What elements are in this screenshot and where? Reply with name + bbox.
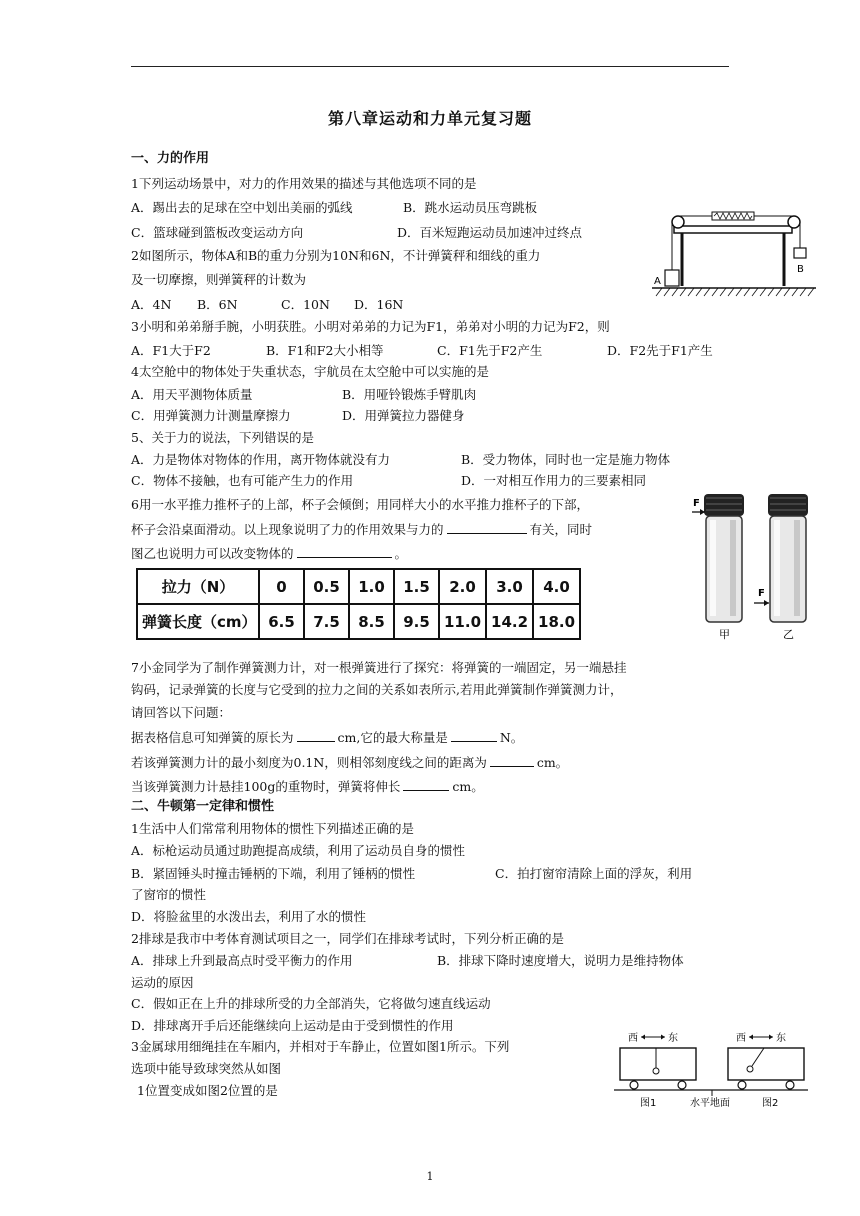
- option: A．4N: [131, 297, 172, 312]
- question-stem: 3金属球用细绳挂在车厢内，并相对于车静止，位置如图1所示。下列: [131, 1039, 510, 1054]
- pulley-spring-figure: [648, 210, 818, 298]
- question-stem: 请回答以下问题：: [131, 705, 232, 720]
- table-cell: 18.0: [533, 604, 580, 639]
- stem-text: 图乙也说明力可以改变物体的: [131, 546, 294, 561]
- question-stem: 及一切摩擦，则弹簧秤的计数为: [131, 272, 307, 287]
- option: C．篮球碰到篮板改变运动方向: [131, 225, 304, 240]
- option: B．用哑铃锻炼手臂肌肉: [342, 387, 477, 402]
- stem-text: 。: [394, 546, 408, 561]
- option-line: [131, 408, 465, 424]
- table-cell: 0: [259, 569, 304, 604]
- option-line: D．排球离开手后还能继续向上运动是由于受到惯性的作用: [131, 1018, 454, 1033]
- table-cell: 14.2: [486, 604, 533, 639]
- caption-left: 甲: [719, 628, 730, 641]
- option: B．排球下降时速度增大，说明力是维持物体: [437, 953, 684, 968]
- option-line: [131, 473, 646, 489]
- option: D．用弹簧拉力器健身: [342, 408, 465, 423]
- option: D．F2先于F1产生: [607, 343, 713, 358]
- cup-push-figure: [690, 490, 818, 642]
- table-cell: 6.5: [259, 604, 304, 639]
- answer-blank[interactable]: [451, 729, 497, 742]
- question-stem: 7小金同学为了制作弹簧测力计，对一根弹簧进行了探究：将弹簧的一端固定，另一端悬挂: [131, 660, 627, 675]
- option: D．16N: [354, 297, 404, 312]
- label-b: B: [797, 264, 804, 275]
- table-cell: 8.5: [349, 604, 394, 639]
- stem-text: N。: [499, 730, 524, 745]
- question-stem: 1生活中人们常常利用物体的惯性下列描述正确的是: [131, 821, 414, 836]
- question-stem: 5、关于力的说法，下列错误的是: [131, 430, 314, 445]
- option-line: [131, 387, 476, 403]
- question-stem: 选项中能导致球突然从如图: [131, 1061, 282, 1076]
- question-stem: 钩码，记录弹簧的长度与它受到的拉力之间的关系如表所示,若用此弹簧制作弹簧测力计，: [131, 682, 623, 697]
- table-cell: 0.5: [304, 569, 349, 604]
- option-line: C．假如正在上升的排球所受的力全部消失，它将做匀速直线运动: [131, 996, 491, 1011]
- answer-blank[interactable]: [490, 754, 534, 767]
- question-stem: [131, 778, 484, 795]
- caption-right: 乙: [783, 628, 794, 641]
- option-line: [131, 953, 684, 969]
- cart-ball-figure: [612, 1028, 808, 1110]
- table-row: [137, 569, 580, 604]
- page-number: 1: [426, 1170, 434, 1183]
- question-stem: 2排球是我市中考体育测试项目之一，同学们在排球考试时，下列分析正确的是: [131, 931, 564, 946]
- question-stem: 4太空舱中的物体处于失重状态，宇航员在太空舱中可以实施的是: [131, 364, 489, 379]
- question-stem: [131, 545, 407, 562]
- caption-ground: 水平地面: [690, 1098, 730, 1109]
- option: A．排球上升到最高点时受平衡力的作用: [131, 953, 353, 968]
- option: A．用天平测物体质量: [131, 387, 253, 402]
- answer-blank[interactable]: [403, 778, 449, 791]
- option: C．10N: [281, 297, 330, 312]
- option: B．6N: [197, 297, 238, 312]
- answer-blank[interactable]: [297, 545, 392, 558]
- section-heading: 一、力的作用: [131, 151, 210, 166]
- option: B．F1和F2大小相等: [266, 343, 384, 358]
- table-row: [137, 604, 580, 639]
- option-line: D．将脸盆里的水泼出去，利用了水的惯性: [131, 909, 367, 924]
- option-line: 了窗帘的惯性: [131, 887, 207, 902]
- force-label-top: F: [693, 498, 700, 509]
- stem-text: cm,它的最大称量是: [337, 730, 448, 745]
- stem-text: cm。: [536, 755, 569, 770]
- stem-text: 有关，同时: [529, 522, 593, 537]
- option: A．F1大于F2: [131, 343, 211, 358]
- dir-west: 西: [736, 1033, 746, 1044]
- answer-blank[interactable]: [297, 729, 335, 742]
- table-cell: 11.0: [439, 604, 486, 639]
- option-line: [131, 297, 403, 313]
- option: D．一对相互作用力的三要素相同: [461, 473, 647, 488]
- option-line: [131, 225, 582, 241]
- option: D．百米短跑运动员加速冲过终点: [397, 225, 583, 240]
- table-cell: 1.0: [349, 569, 394, 604]
- stem-text: 若该弹簧测力计的最小刻度为0.1N，则相邻刻度线之间的距离为: [131, 755, 487, 770]
- option-line: A．标枪运动员通过助跑提高成绩，利用了运动员自身的惯性: [131, 843, 466, 858]
- option: C．拍打窗帘清除上面的浮灰，利用: [495, 866, 693, 881]
- question-stem: 6用一水平推力推杯子的上部，杯子会倾倒；用同样大小的水平推力推杯子的下部，: [131, 497, 589, 512]
- question-stem: 3小明和弟弟掰手腕，小明获胜。小明对弟弟的力记为F1，弟弟对小明的力记为F2，则: [131, 319, 610, 334]
- question-stem: [131, 521, 592, 538]
- option-line: [131, 452, 670, 468]
- force-label-bottom: F: [758, 588, 765, 599]
- option-line: 运动的原因: [131, 975, 194, 990]
- stem-text: 当该弹簧测力计悬挂100g的重物时，弹簧将伸长: [131, 779, 401, 794]
- option: B．跳水运动员压弯跳板: [403, 200, 538, 215]
- table-cell: 2.0: [439, 569, 486, 604]
- spring-data-table: [136, 568, 581, 640]
- dir-east: 东: [776, 1033, 786, 1044]
- label-a: A: [654, 276, 661, 287]
- option-line: [131, 866, 692, 882]
- question-stem: [131, 729, 523, 746]
- section-heading: 二、牛顿第一定律和惯性: [131, 799, 275, 814]
- option: C．F1先于F2产生: [437, 343, 543, 358]
- option: B．紧固锤头时撞击锤柄的下端，利用了锤柄的惯性: [131, 866, 416, 881]
- page-title: 第八章运动和力单元复习题: [327, 109, 532, 128]
- option-line: [131, 343, 713, 359]
- option: C．物体不接触，也有可能产生力的作用: [131, 473, 354, 488]
- stem-text: 据表格信息可知弹簧的原长为: [131, 730, 294, 745]
- question-stem: 1下列运动场景中，对力的作用效果的描述与其他选项不同的是: [131, 176, 477, 191]
- option-line: [131, 200, 537, 216]
- table-cell: 3.0: [486, 569, 533, 604]
- option: A．踢出去的足球在空中划出美丽的弧线: [131, 200, 353, 215]
- stem-text: 杯子会沿桌面滑动。以上现象说明了力的作用效果与力的: [131, 522, 444, 537]
- table-cell: 9.5: [394, 604, 439, 639]
- caption-fig2: 图2: [762, 1098, 779, 1109]
- question-stem: 1位置变成如图2位置的是: [137, 1083, 278, 1098]
- table-header-cell: 弹簧长度（cm）: [137, 604, 259, 639]
- table-cell: 7.5: [304, 604, 349, 639]
- dir-east: 东: [668, 1033, 678, 1044]
- table-cell: 4.0: [533, 569, 580, 604]
- header-rule: [131, 66, 729, 67]
- option: C．用弹簧测力计测量摩擦力: [131, 408, 291, 423]
- option: B．受力物体，同时也一定是施力物体: [461, 452, 671, 467]
- question-stem: [131, 754, 568, 771]
- table-cell: 1.5: [394, 569, 439, 604]
- dir-west: 西: [628, 1033, 638, 1044]
- option: A．力是物体对物体的作用，离开物体就没有力: [131, 452, 391, 467]
- table-header-cell: 拉力（N）: [137, 569, 259, 604]
- answer-blank[interactable]: [447, 521, 527, 534]
- caption-fig1: 图1: [640, 1098, 657, 1109]
- question-stem: 2如图所示，物体A和B的重力分别为10N和6N，不计弹簧秤和细线的重力: [131, 248, 541, 263]
- stem-text: cm。: [452, 779, 484, 794]
